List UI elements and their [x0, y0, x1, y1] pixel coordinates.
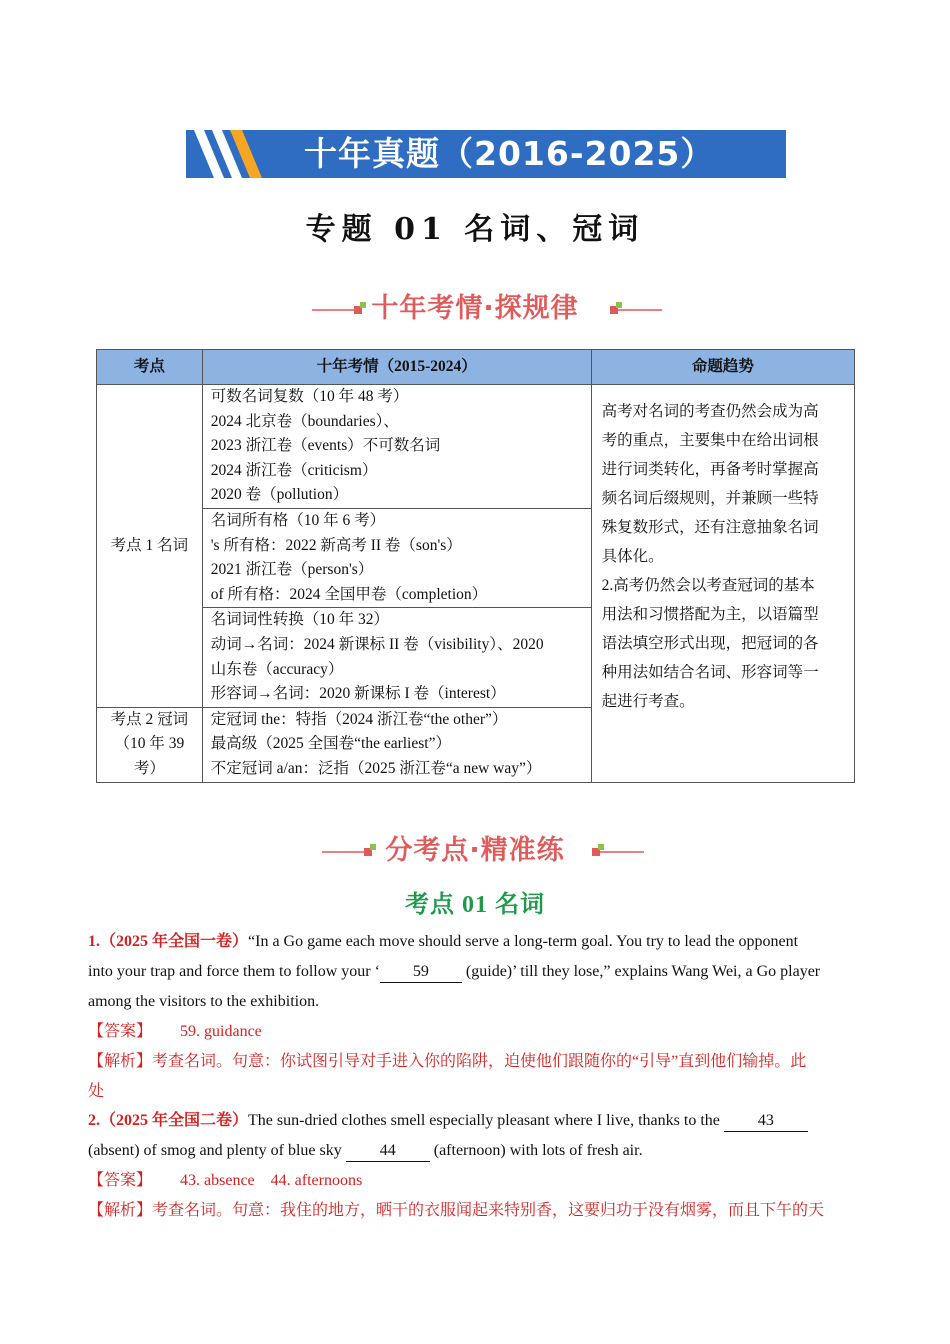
- question-1: [88, 927, 858, 1107]
- answer-blank: 43: [724, 1111, 808, 1132]
- point1-group-possessive: [202, 508, 591, 607]
- table-line: 2023 浙江卷（events）不可数名词: [210, 437, 441, 455]
- table-line: 考）: [133, 760, 165, 778]
- table-line: 2024 浙江卷（criticism）: [210, 461, 378, 479]
- point1-group-plural: [202, 385, 591, 509]
- table-line: 定冠词 the：特指（2024 浙江卷“the other”）: [210, 710, 508, 728]
- point1-group-conversion: [202, 608, 591, 707]
- table-line: 名词所有格（10 年 6 考）: [210, 511, 386, 529]
- table-line: 山东卷（accuracy）: [210, 660, 344, 678]
- table-line: 不定冠词 a/an：泛指（2025 浙江卷“a new way”）: [210, 760, 542, 778]
- table-line: 具体化。: [601, 548, 664, 565]
- table-line: 2.高考仍然会以考查冠词的基本: [601, 577, 815, 594]
- question-text: [88, 1136, 858, 1166]
- point2-label: [97, 707, 203, 782]
- question-source: 2.（2025 年全国二卷）: [88, 1112, 249, 1129]
- point-heading: 考点 01 名词: [405, 892, 545, 918]
- trend-text: [602, 397, 844, 716]
- question-text: [88, 957, 858, 987]
- section-title-trends: 十年考情·探规律: [371, 293, 579, 324]
- question-line: The sun-dried clothes smell especially pleasant where I live, thanks to the: [248, 1112, 724, 1129]
- analysis-text: 处: [88, 1083, 105, 1100]
- answer-blank: 44: [346, 1141, 430, 1162]
- table-line: 's 所有格：2022 新高考 II 卷（son's）: [210, 536, 462, 554]
- question-source: 1.（2025 年全国一卷）: [88, 933, 249, 950]
- banner-title: 十年真题（2016-2025）: [304, 134, 715, 173]
- table-line: 可数名词复数（10 年 48 考）: [210, 388, 409, 405]
- table-line: 最高级（2025 全国卷“the earliest”）: [210, 735, 451, 753]
- topic-title: 专题 01 名词、冠词: [305, 212, 645, 247]
- analysis-label: 【解析】: [88, 1053, 153, 1070]
- table-line: 用法和习惯搭配为主，以语篇型: [601, 606, 819, 623]
- table-line: 高考对名词的考查仍然会成为高: [601, 403, 819, 420]
- section-title-practice: 分考点·精准练: [385, 835, 565, 866]
- answer-value: 44. afternoons: [270, 1172, 363, 1189]
- point2-details: [202, 707, 591, 782]
- analysis-label: 【解析】: [88, 1202, 153, 1219]
- trend-cell: [591, 385, 854, 783]
- table-line: 动词→名词：2024 新课标 II 卷（visibility）、2020: [210, 635, 544, 653]
- table-header-cell: 命题趋势: [591, 350, 854, 385]
- answer-value: 59. guidance: [180, 1023, 262, 1040]
- analysis-row: [88, 1196, 858, 1226]
- table-line: 语法填空形式出现，把冠词的各: [601, 635, 819, 652]
- table-line: 考的重点，主要集中在给出词根: [601, 432, 819, 449]
- question-line: (afternoon) with lots of fresh air.: [429, 1142, 643, 1159]
- table-line: of 所有格：2024 全国甲卷（completion）: [210, 585, 488, 603]
- table-line: 殊复数形式，还有注意抽象名词: [601, 519, 819, 536]
- answer-blank: 59: [380, 962, 462, 983]
- analysis-text: 考查名词。句意：我住的地方，晒干的衣服闻起来特别香，这要归功于没有烟雾，而且下午的天: [152, 1202, 825, 1219]
- banner-stripes-icon: [186, 130, 296, 178]
- table-header-cell: 考点: [97, 350, 203, 385]
- question-line: (guide)’ till they lose,” explains Wang Wei, a Go player: [461, 963, 821, 980]
- point1-label: 考点 1 名词: [97, 385, 203, 708]
- title-banner: [186, 130, 786, 178]
- answer-label: 【答案】: [88, 1023, 153, 1040]
- analysis-text: 考查名词。句意：你试图引导对手进入你的陷阱，迫使他们跟随你的“引导”直到他们输掉。此: [152, 1053, 807, 1070]
- analysis-row: [88, 1047, 858, 1077]
- question-text: [88, 927, 858, 957]
- table-line: 频名词后缀规则，并兼顾一些特: [601, 490, 819, 507]
- table-line: 2020 卷（pollution）: [210, 486, 349, 504]
- question-2: [88, 1106, 858, 1226]
- table-header-row: [97, 350, 855, 385]
- question-line: (absent) of smog and plenty of blue sky: [88, 1142, 346, 1159]
- answer-label: 【答案】: [88, 1172, 153, 1189]
- table-row: [97, 385, 855, 509]
- table-line: 进行词类转化，再备考时掌握高: [601, 461, 819, 478]
- table-line: 2021 浙江卷（person's）: [210, 561, 374, 579]
- table-line: 起进行考查。: [601, 693, 695, 710]
- answer-row: [88, 1166, 858, 1196]
- table-line: 2024 北京卷（boundaries）、: [210, 412, 399, 430]
- question-text: [88, 1106, 858, 1136]
- section-heading-practice: [0, 826, 950, 866]
- answer-row: [88, 1017, 858, 1047]
- heading-decoration-right-icon: [608, 284, 664, 324]
- table-header-cell: 十年考情（2015-2024）: [202, 350, 591, 385]
- table-line: 形容词→名词：2020 新课标 I 卷（interest）: [210, 685, 506, 703]
- question-line: “In a Go game each move should serve a long-term goal. You try to lead the opponent: [248, 933, 799, 950]
- table-line: 种用法如结合名词、形容词等一: [601, 664, 819, 681]
- question-line: into your trap and force them to follow your ‘: [88, 963, 380, 980]
- heading-decoration-right-icon: [590, 826, 646, 866]
- table-line: 名词词性转换（10 年 32）: [210, 611, 390, 629]
- section-heading-trends: [0, 284, 950, 324]
- trend-table: [96, 349, 855, 783]
- table-line: （10 年 39: [114, 735, 185, 753]
- table-line: 考点 2 冠词: [110, 710, 189, 728]
- answer-value: 43. absence: [180, 1172, 255, 1189]
- question-line: among the visitors to the exhibition.: [88, 993, 320, 1010]
